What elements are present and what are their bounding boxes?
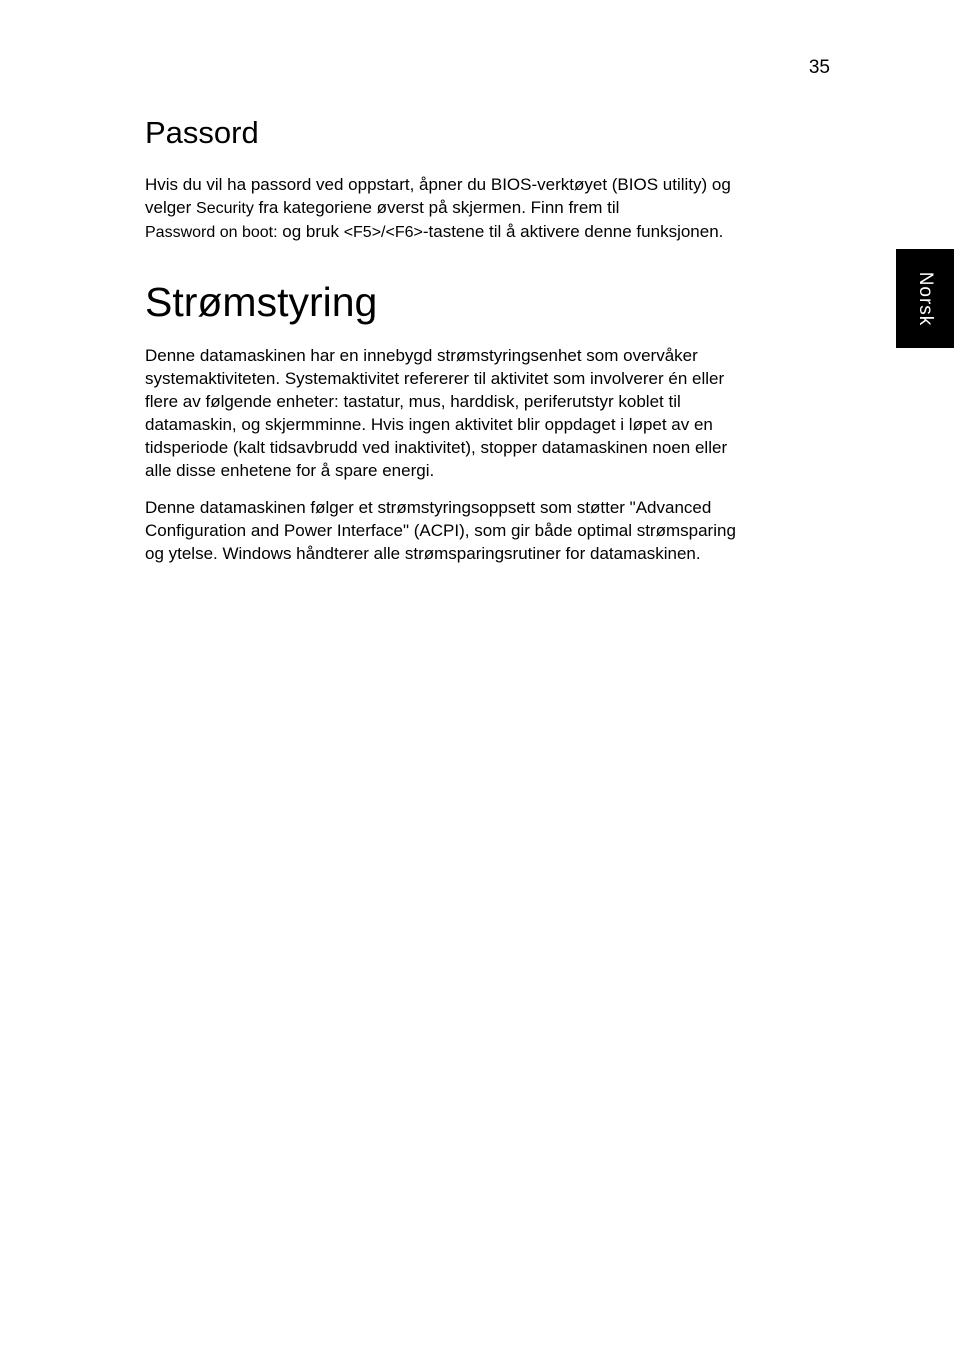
section-heading-password: Passord xyxy=(145,115,259,150)
password-paragraph xyxy=(145,173,835,244)
paragraph-line: Denne datamaskinen følger et strømstyringsoppsett som støtter "Advanced xyxy=(145,498,712,517)
paragraph-line: tidsperiode (kalt tidsavbrudd ved inaktivitet), stopper datamaskinen noen eller xyxy=(145,438,728,457)
text-run: velger xyxy=(145,198,197,217)
text-run: -tastene til å aktivere denne funksjonen. xyxy=(422,222,724,241)
paragraph-line xyxy=(145,196,835,220)
language-tab xyxy=(896,249,954,348)
power-paragraph-2 xyxy=(145,496,835,565)
paragraph-line: og ytelse. Windows håndterer alle strømsparingsrutiner for datamaskinen. xyxy=(145,544,701,563)
paragraph-line: datamaskin, og skjermminne. Hvis ingen aktivitet blir oppdaget i løpet av en xyxy=(145,415,713,434)
paragraph-line: flere av følgende enheter: tastatur, mus, harddisk, periferutstyr koblet til xyxy=(145,392,681,411)
paragraph-line xyxy=(145,220,835,244)
section-heading-power-management: Strømstyring xyxy=(145,279,378,325)
paragraph-line: Configuration and Power Interface" (ACPI), som gir både optimal strømsparing xyxy=(145,521,736,540)
ui-term-password-on-boot: Password on boot: xyxy=(145,224,278,241)
page-number: 35 xyxy=(808,57,830,78)
paragraph-line: systemaktiviteten. Systemaktivitet refererer til aktivitet som involverer én eller xyxy=(145,369,725,388)
paragraph-line: Hvis du vil ha passord ved oppstart, åpner du BIOS-verktøyet (BIOS utility) og xyxy=(145,175,731,194)
power-paragraph-1 xyxy=(145,344,835,482)
text-run: fra kategoriene øverst på skjermen. Finn frem til xyxy=(253,198,620,217)
paragraph-line: alle disse enhetene for å spare energi. xyxy=(145,461,435,480)
language-tab-label: Norsk xyxy=(915,271,936,327)
paragraph-line: Denne datamaskinen har en innebygd strømstyringsenhet som overvåker xyxy=(145,346,698,365)
ui-term-security: Security xyxy=(196,200,254,217)
ui-term-function-keys: <F5>/<F6> xyxy=(343,224,423,241)
text-run: og bruk xyxy=(277,222,344,241)
